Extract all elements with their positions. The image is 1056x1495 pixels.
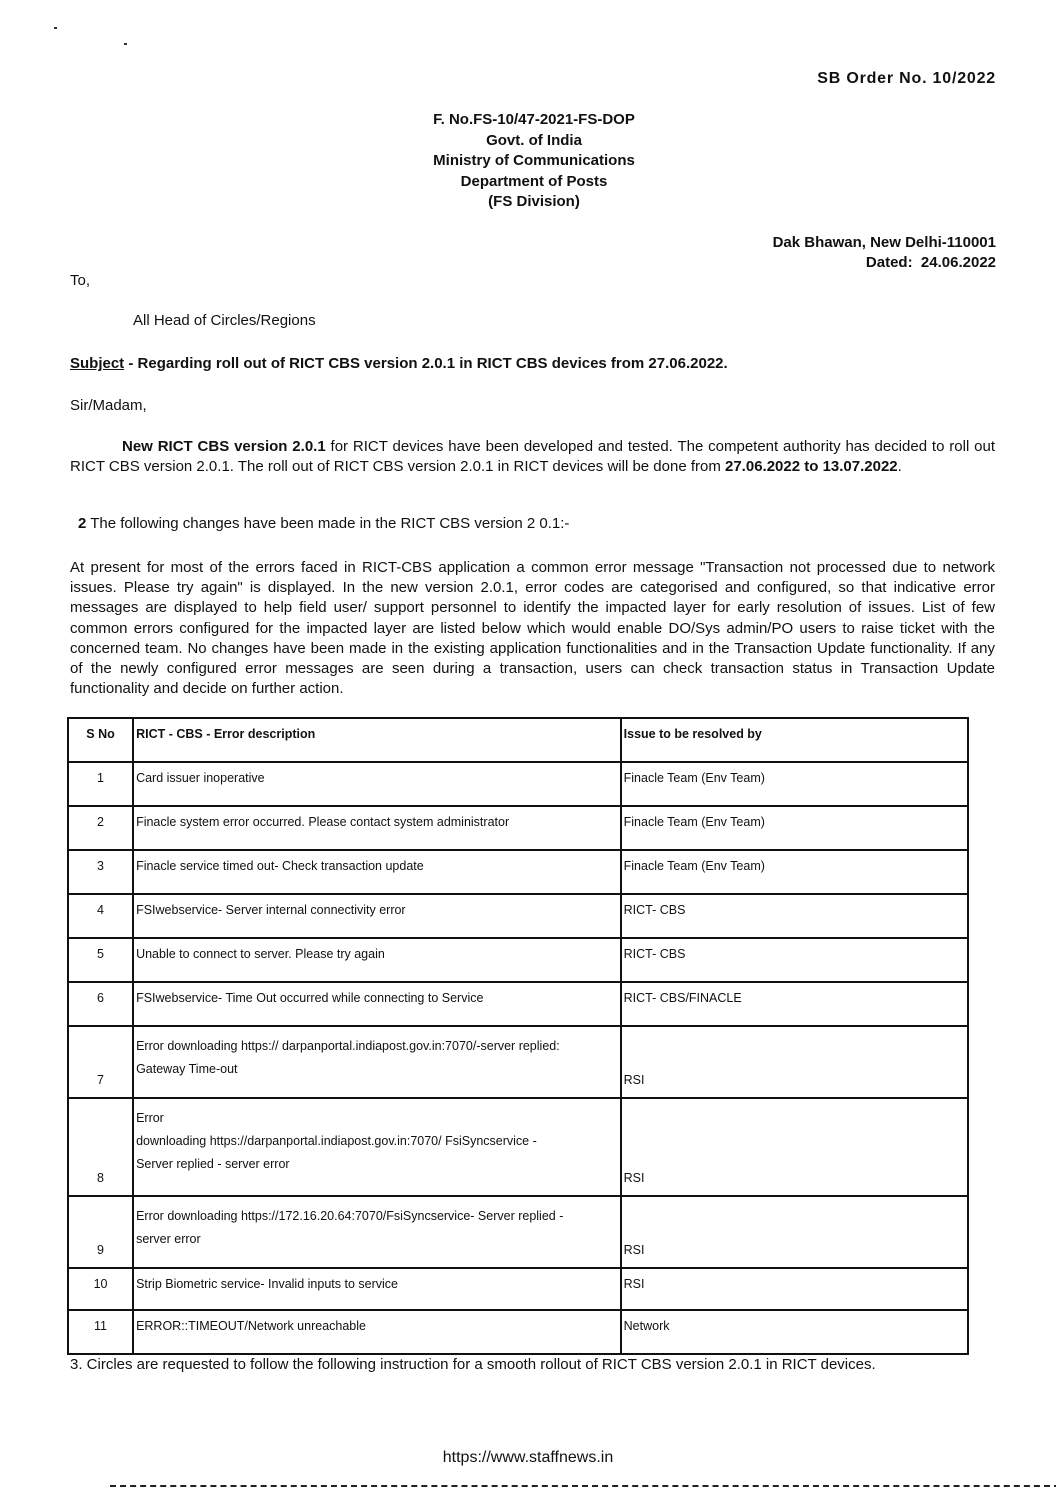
cell-sno: 4 <box>68 894 133 938</box>
cell-description: Card issuer inoperative <box>133 762 621 806</box>
description-line: Error <box>136 1111 164 1125</box>
document-date: Dated: 24.06.2022 <box>865 254 996 271</box>
table-row <box>68 938 968 982</box>
cell-sno: 10 <box>68 1268 133 1310</box>
cell-resolver: RICT- CBS <box>621 894 968 938</box>
cell-description: Finacle service timed out- Check transaction update <box>133 850 621 894</box>
header-sno: S No <box>68 718 133 762</box>
cell-description <box>133 1098 621 1196</box>
table-row <box>68 762 968 806</box>
description-line: downloading https://darpanportal.indiapost.gov.in:7070/ FsiSyncservice - <box>136 1134 537 1148</box>
cell-description: Finacle system error occurred. Please contact system administrator <box>133 806 621 850</box>
cell-sno: 6 <box>68 982 133 1026</box>
footer-divider <box>110 1485 1056 1487</box>
paragraph-1-end: . <box>897 458 902 476</box>
table-row <box>68 1310 968 1354</box>
cell-sno: 8 <box>68 1098 133 1196</box>
cell-description: ERROR::TIMEOUT/Network unreachable <box>133 1310 621 1354</box>
file-number: F. No.FS-10/47-2021-FS-DOP <box>433 111 635 128</box>
cell-resolver: RSI <box>621 1026 968 1098</box>
description-line: server error <box>136 1232 201 1246</box>
department-name: Department of Posts <box>460 172 608 190</box>
table-row <box>68 1196 968 1268</box>
footer-url: https://www.staffnews.in <box>442 1449 614 1466</box>
cell-resolver: Finacle Team (Env Team) <box>621 850 968 894</box>
table-row <box>68 850 968 894</box>
description-line: Server replied - server error <box>136 1157 290 1171</box>
table-row <box>68 1026 968 1098</box>
sender-address-block <box>773 233 996 273</box>
paragraph-1 <box>70 437 995 477</box>
subject-label: Subject <box>70 355 125 372</box>
paragraph-2 <box>78 514 1003 534</box>
paragraph-1-text: for RICT devices have been developed and tested. The competent authority has decided to roll out RICT CBS version 2.0.1. The roll out of RICT CBS version 2.0.1 in RICT devices will be done from <box>70 438 995 476</box>
cell-sno: 3 <box>68 850 133 894</box>
table-row <box>68 806 968 850</box>
cell-resolver: Network <box>621 1310 968 1354</box>
sender-address: Dak Bhawan, New Delhi-110001 <box>772 234 996 251</box>
cell-resolver: RSI <box>621 1268 968 1310</box>
error-table <box>67 717 969 1355</box>
table-row <box>68 1098 968 1196</box>
letterhead <box>0 110 1056 213</box>
description-line: Gateway Time-out <box>136 1062 238 1076</box>
cell-description <box>133 1196 621 1268</box>
cell-resolver: RICT- CBS <box>621 938 968 982</box>
cell-resolver: RSI <box>621 1098 968 1196</box>
cell-sno: 9 <box>68 1196 133 1268</box>
table-row <box>68 982 968 1026</box>
ministry-name: Ministry of Communications <box>433 152 635 169</box>
description-line: Error downloading https://172.16.20.64:7070/FsiSyncservice- Server replied - <box>136 1209 564 1223</box>
version-highlight: New RICT CBS version 2.0.1 <box>122 438 326 455</box>
cell-sno: 1 <box>68 762 133 806</box>
cell-sno: 2 <box>68 806 133 850</box>
salutation: Sir/Madam, <box>70 397 147 414</box>
header-error-description: RICT - CBS - Error description <box>133 718 621 762</box>
cell-resolver: Finacle Team (Env Team) <box>621 806 968 850</box>
paragraph-2-text: The following changes have been made in the RICT CBS version 2 0.1:- <box>86 515 570 532</box>
table-row <box>68 894 968 938</box>
cell-description: FSIwebservice- Time Out occurred while connecting to Service <box>133 982 621 1026</box>
cell-resolver: RICT- CBS/FINACLE <box>621 982 968 1026</box>
scan-speck <box>124 43 127 45</box>
cell-resolver: RSI <box>621 1196 968 1268</box>
to-label: To, <box>70 272 91 289</box>
table-row <box>68 1268 968 1310</box>
cell-description <box>133 1026 621 1098</box>
cell-resolver: Finacle Team (Env Team) <box>621 762 968 806</box>
division-name: (FS Division) <box>488 193 580 210</box>
cell-description: Unable to connect to server. Please try again <box>133 938 621 982</box>
header-resolved-by: Issue to be resolved by <box>621 718 968 762</box>
government-name: Govt. of India <box>486 131 582 149</box>
order-number: SB Order No. 10/2022 <box>817 70 996 87</box>
paragraph-3: At present for most of the errors faced in RICT-CBS application a common error message "Transaction not processed due to network issues. Please try again" is displayed. In the new version 2.0.1, error codes are categorised and configured, so that indicative error messages are displayed to help field user/ support personnel to identify the impacted layer for early resolution of issues. List of few common errors configured for the impacted layer are listed below which would enable DO/Sys admin/PO users to raise ticket with the concerned team. No changes have been made in the existing application functionalities and in the Transaction Update functionality. If any of the newly configured error messages are seen during a transaction, users can check transaction status in Transaction Update functionality and decide on further action. <box>70 559 995 698</box>
recipient: All Head of Circles/Regions <box>133 312 316 329</box>
cell-sno: 11 <box>68 1310 133 1354</box>
description-line: Error downloading https:// darpanportal.indiapost.gov.in:7070/-server replied: <box>136 1039 560 1053</box>
scan-speck <box>54 27 57 29</box>
cell-sno: 5 <box>68 938 133 982</box>
subject-line <box>70 355 728 372</box>
paragraph-3-instructions: 3. Circles are requested to follow the following instruction for a smooth rollout of RICT CBS version 2.0.1 in RICT devices. <box>70 1356 876 1373</box>
paragraph-2-number: 2 <box>78 515 87 532</box>
rollout-dates: 27.06.2022 to 13.07.2022 <box>725 458 898 476</box>
table-header-row <box>68 718 968 762</box>
subject-text: - Regarding roll out of RICT CBS version 2.0.1 in RICT CBS devices from 27.06.2022. <box>124 355 728 372</box>
cell-sno: 7 <box>68 1026 133 1098</box>
cell-description: FSIwebservice- Server internal connectivity error <box>133 894 621 938</box>
cell-description: Strip Biometric service- Invalid inputs to service <box>133 1268 621 1310</box>
